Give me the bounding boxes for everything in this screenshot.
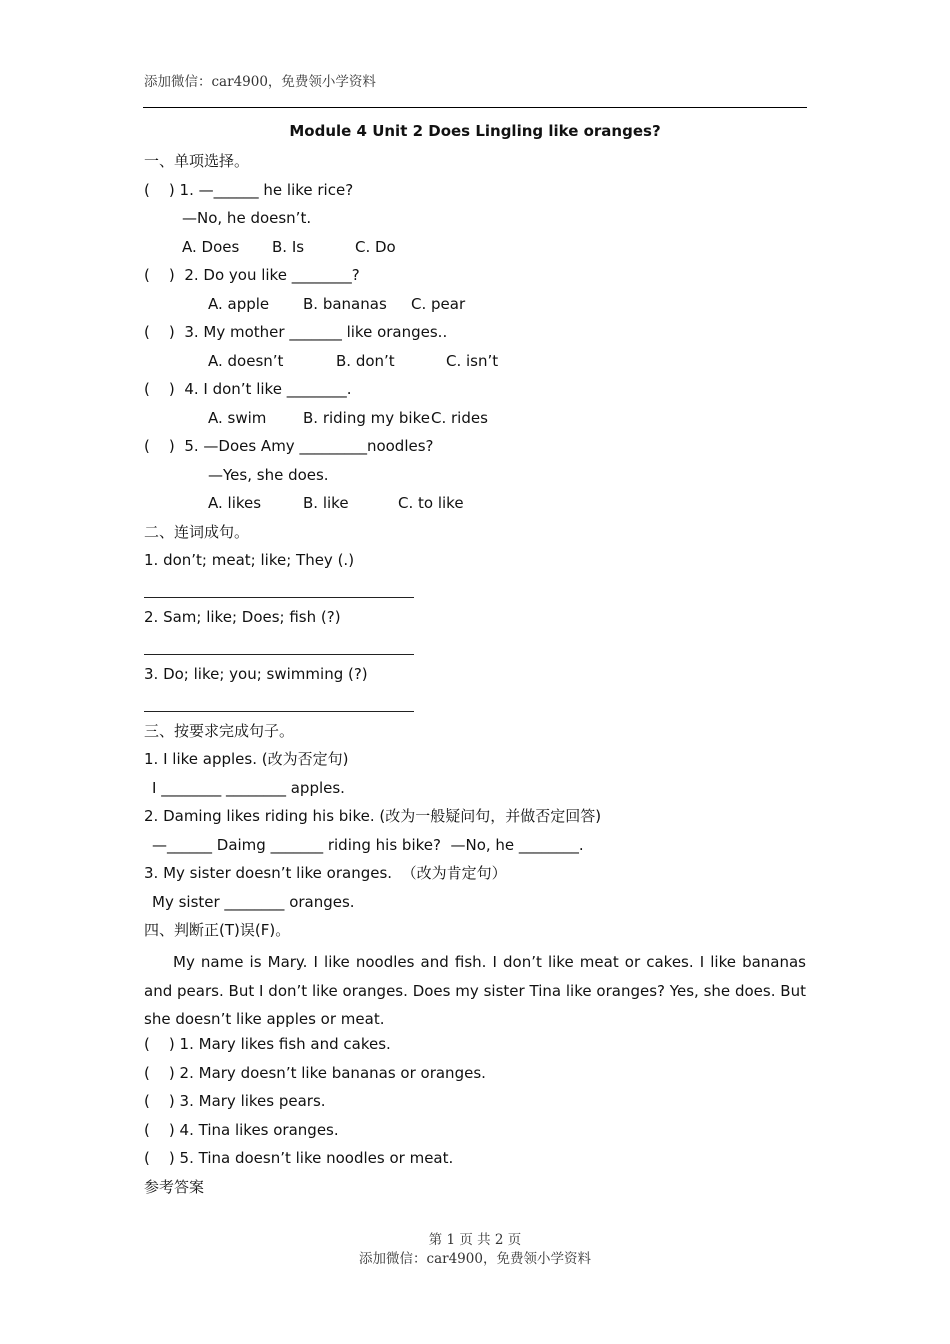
page-number: 第 1 页 共 2 页 [428,1232,522,1248]
question-1-stem: ( ) 1. —______ he like rice? [144,181,354,199]
question-5-stem: ( ) 5. —Does Amy _________noodles? [144,437,434,455]
section3-heading: 三、按要求完成句子。 [144,722,295,740]
statement-5: ( ) 5. Tina doesn’t like noodles or meat. [144,1149,454,1167]
answer-line-1[interactable] [144,597,414,598]
question-1-option-a: A. Does [182,238,240,256]
section2-heading: 二、连词成句。 [144,523,250,541]
question-5-reply: —Yes, she does. [208,466,329,484]
statement-4: ( ) 4. Tina likes oranges. [144,1121,339,1139]
rewrite-prompt-2: 2. Daming likes riding his bike. (改为一般疑问句，并做否定回答) [144,807,602,825]
question-1-reply: —No, he doesn’t. [182,209,312,227]
rewrite-answer-1: I ________ ________ apples. [152,779,345,797]
question-2-option-b: B. bananas [303,295,387,313]
section4-heading: 四、判断正(T)误(F)。 [144,921,291,939]
statement-1: ( ) 1. Mary likes fish and cakes. [144,1035,391,1053]
question-3-stem: ( ) 3. My mother _______ like oranges.. [144,323,448,341]
question-3-option-c: C. isn’t [446,352,499,370]
question-4-option-a: A. swim [208,409,267,427]
question-5-option-c: C. to like [398,494,464,512]
question-2-option-c: C. pear [411,295,466,313]
rewrite-prompt-1: 1. I like apples. (改为否定句) [144,750,349,768]
question-1-option-b: B. Is [272,238,305,256]
reorder-item-1: 1. don’t; meat; like; They (.) [144,551,355,569]
header-wechat-note: 添加微信：car4900，免费领小学资料 [144,74,376,90]
rewrite-prompt-3: 3. My sister doesn’t like oranges. （改为肯定句） [144,864,507,882]
reading-passage: My name is Mary. I like noodles and fish. I don’t like meat or cakes. I like bananas and pears. But I don’t like oranges. Does my sister Tina like oranges? Yes, she does. But she doesn’t like apples or meat. [144,953,806,1028]
statement-3: ( ) 3. Mary likes pears. [144,1092,326,1110]
question-1-option-c: C. Do [355,238,396,256]
worksheet-title: Module 4 Unit 2 Does Lingling like oranges? [289,122,661,140]
question-2-option-a: A. apple [208,295,270,313]
reorder-item-3: 3. Do; like; you; swimming (?) [144,665,368,683]
question-4-option-b: B. riding my bike [303,409,430,427]
question-4-stem: ( ) 4. I don’t like ________. [144,380,352,398]
rewrite-answer-3: My sister ________ oranges. [152,893,355,911]
question-3-option-a: A. doesn’t [208,352,284,370]
statement-2: ( ) 2. Mary doesn’t like bananas or oranges. [144,1064,486,1082]
question-2-stem: ( ) 2. Do you like ________? [144,266,360,284]
question-3-option-b: B. don’t [336,352,395,370]
answers-heading: 参考答案 [144,1178,205,1196]
header-divider [143,107,807,108]
question-4-option-c: C. rides [431,409,488,427]
rewrite-answer-2: —______ Daimg _______ riding his bike? —No, he ________. [152,836,584,854]
reorder-item-2: 2. Sam; like; Does; fish (?) [144,608,341,626]
section1-heading: 一、单项选择。 [144,152,250,170]
answer-line-3[interactable] [144,711,414,712]
footer-wechat-note: 添加微信：car4900，免费领小学资料 [359,1251,591,1267]
answer-line-2[interactable] [144,654,414,655]
question-5-option-a: A. likes [208,494,262,512]
question-5-option-b: B. like [303,494,349,512]
